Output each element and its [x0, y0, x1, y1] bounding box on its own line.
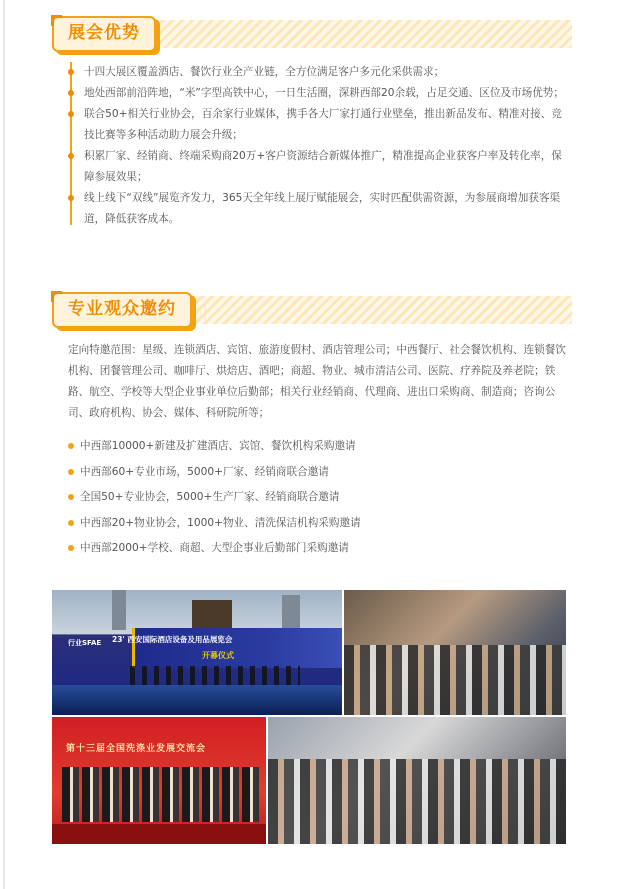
advantages-list [70, 62, 570, 230]
advantage-item [70, 146, 570, 188]
bullet-dot-icon [68, 195, 74, 201]
invitation-item [68, 487, 568, 513]
bullet-dot-icon [68, 153, 74, 159]
advantage-item [70, 62, 570, 83]
visitor-crowd [344, 645, 566, 715]
hall-visitors [268, 759, 566, 844]
invitation-text: 中西部2000+学校、商超、大型企事业后勤部门采购邀请 [80, 542, 349, 554]
stage-logo: 行业SFAE [68, 639, 102, 647]
invitation-text: 中西部60+专业市场，5000+厂家、经销商联合邀请 [80, 465, 329, 478]
bullet-dot-icon [68, 494, 74, 500]
invitation-item [68, 462, 568, 488]
section-header-advantages [52, 16, 572, 52]
photo-exhibition-hall [268, 717, 566, 844]
bullet-dot-icon [68, 520, 74, 526]
stage-floor [52, 685, 342, 715]
visitor-invitation-list [68, 436, 568, 564]
invitation-text: 中西部20+物业协会，1000+物业、清洗保洁机构采购邀请 [80, 516, 361, 529]
bullet-dot-icon [68, 443, 74, 449]
stage-carpet [52, 824, 266, 844]
stage-banner-subtitle: 开幕仪式 [202, 651, 234, 660]
skyline-tower [282, 595, 300, 630]
invitation-text: 全国50+专业协会，5000+生产厂家、经销商联合邀请 [80, 491, 340, 503]
invitation-text: 中西部10000+新建及扩建酒店、宾馆、餐饮机构采购邀请 [80, 440, 356, 452]
event-backdrop-text: 第十三届全国洗涤业发展交流会 [66, 744, 207, 754]
invitation-item [68, 513, 568, 539]
advantage-text: 积累厂家、经销商、终端采购商20万+客户资源结合新媒体推广，精准提高企业获客户率及转化率，保障参展效果； [84, 150, 562, 183]
page-edge [3, 0, 5, 889]
invitation-item [68, 436, 568, 462]
invitation-scope-text: 定向特邀范围：星级、连锁酒店、宾馆、旅游度假村、酒店管理公司；中西餐厅、社会餐饮机构、连锁餐饮机构、团餐管理公司、咖啡厅、烘焙店、酒吧；商超、物业、城市清洁公司、医院、疗养院及养老院；铁路、航空、学校等大型企业事业单位后勤部；相关行业经销商、代理商、进出口采购商、制造商；咨询公司、政府机构、协会、媒体、科研院所等； [68, 344, 566, 419]
stage-banner-title: 23' 西安国际酒店设备及用品展览会 [112, 635, 233, 644]
photo-opening-ceremony [52, 590, 342, 715]
advantage-text: 联合50+相关行业协会，百余家行业媒体，携手各大厂家打通行业壁垒，推出新品发布、精准对接、竞技比赛等多种活动助力展会升级； [84, 108, 562, 141]
bullet-dot-icon [68, 111, 74, 117]
section-title-advantages: 展会优势 [52, 16, 156, 52]
bullet-dot-icon [68, 90, 74, 96]
group-people [62, 767, 262, 822]
photo-booth-visitors [344, 590, 566, 715]
advantage-text: 线上线下“双线”展览齐发力，365天全年线上展厅赋能展会，实时匹配供需资源，为参展商增加获客渠道，降低获客成本。 [84, 192, 561, 225]
skyline-tower [112, 590, 126, 630]
section-title-visitors: 专业观众邀约 [52, 292, 192, 328]
advantage-item [70, 83, 570, 104]
stage-people [130, 666, 300, 686]
advantage-text: 地处西部前沿阵地，“米”字型高铁中心，一日生活圈，深耕西部20余载，占足交通、区位及市场优势； [84, 87, 564, 99]
advantage-text: 十四大展区覆盖酒店、餐饮行业全产业链，全方位满足客户多元化采供需求； [84, 66, 445, 78]
bullet-dot-icon [68, 545, 74, 551]
pavilion-roof [192, 600, 232, 630]
photo-group-event [52, 717, 266, 844]
advantage-item [70, 104, 570, 146]
section-header-visitors [52, 292, 572, 328]
invitation-item [68, 538, 568, 564]
bullet-dot-icon [68, 69, 74, 75]
bullet-dot-icon [68, 469, 74, 475]
advantage-item [70, 188, 570, 230]
